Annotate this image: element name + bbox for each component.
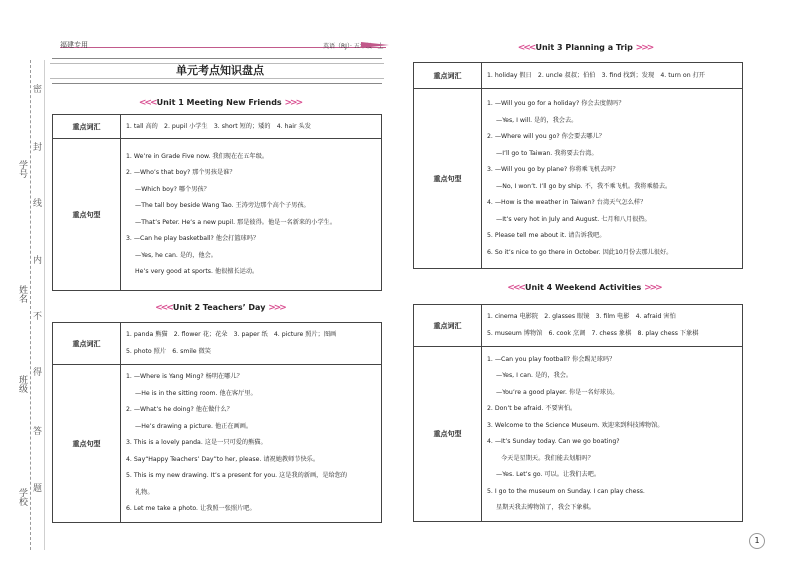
sentence-line: 今天是星期天。我们能去划船吗？ xyxy=(501,454,594,462)
sentence-line: 2. Don’t be afraid. 不要害怕。 xyxy=(487,405,577,412)
sentence-line: —Yes, he can. 是的，他会。 xyxy=(135,251,217,259)
unit1-vocab: 1. tall 高的 2. pupil 小学生 3. short 短的；矮的 4. hair 头发 xyxy=(121,115,382,139)
unit4-sentences xyxy=(482,347,743,522)
page-title: 单元考点知识盘点 xyxy=(176,64,264,77)
sentence-line: —You’re a good player. 你是一名好球员。 xyxy=(496,388,619,396)
seal-char: 封 xyxy=(33,143,43,153)
unit2-vocab xyxy=(121,323,382,365)
sentence-line: —Yes, I will. 是的，我会去。 xyxy=(496,116,578,124)
unit3-title: Unit 3 Planning a Trip xyxy=(535,43,633,52)
field-name: 姓名 xyxy=(17,285,27,303)
sentence-line: 5. This is my new drawing. It’s a present for you. 这是我的新画，是给您的 xyxy=(126,472,348,480)
unit1-sentences xyxy=(121,139,382,291)
left-arrows-icon: <<< xyxy=(155,303,173,313)
sentence-line: 4. —How is the weather in Taiwan? 台湾天气怎么样？ xyxy=(487,199,647,206)
seal-char: 不 xyxy=(33,312,43,322)
sentence-line: 2. —What’s he doing? 他在做什么？ xyxy=(126,406,233,414)
sentence-line: 3. Welcome to the Science Museum. 欢迎来到科技博物馆。 xyxy=(487,421,664,429)
left-arrows-icon: <<< xyxy=(517,43,536,53)
header-label: 福建专用 xyxy=(60,41,88,49)
right-arrows-icon: >>> xyxy=(635,43,653,53)
seal-char: 密 xyxy=(33,85,43,95)
seal-char: 答 xyxy=(33,427,43,437)
seal-char: 题 xyxy=(33,484,43,494)
unit2-sentence-label: 重点句型 xyxy=(53,365,121,523)
vocab-line: 5. museum 博物馆 6. cook 烹调 7. chess 象棋 8. play chess 下象棋 xyxy=(487,329,699,337)
seal-char: 线 xyxy=(33,199,43,209)
sentence-line: 3. This is a lovely panda. 这是一只可爱的熊猫。 xyxy=(126,439,267,447)
unit4-sentence-label: 重点句型 xyxy=(414,347,482,522)
unit4-heading xyxy=(484,283,684,293)
seal-char: 内 xyxy=(33,256,43,266)
unit2-sentences xyxy=(121,365,382,523)
sentence-line: —He is in the sitting room. 他在客厅里。 xyxy=(135,389,257,397)
unit1-vocab-label: 重点词汇 xyxy=(53,115,121,139)
left-arrows-icon: <<< xyxy=(507,283,526,293)
sentence-line: 1. —Can you play football? 你会踢足球吗？ xyxy=(487,355,616,363)
right-arrows-icon: >>> xyxy=(644,283,661,293)
unit2-heading xyxy=(130,303,310,313)
right-arrows-icon: >>> xyxy=(284,98,302,108)
right-arrows-icon: >>> xyxy=(268,303,285,313)
binding-line xyxy=(30,60,31,550)
sentence-line: 1. —Will you go for a holiday? 你会去度假吗？ xyxy=(487,100,625,107)
unit3-table xyxy=(413,62,743,269)
sentence-line: —It’s very hot in July and August. 七月和八月很热。 xyxy=(496,215,651,223)
vocab-line: 1. cinema 电影院 2. glasses 眼镜 3. film 电影 4. afraid 害怕 xyxy=(487,313,676,320)
sentence-line: 4. Say“Happy Teachers’ Day”to her, please. 请祝她教师节快乐。 xyxy=(126,455,320,463)
sentence-line: 2. —Who’s that boy? 那个男孩是谁？ xyxy=(126,169,236,176)
sentence-line: 1. We’re in Grade Five now. 我们现在在五年级。 xyxy=(126,152,269,160)
sentence-line: 5. I go to the museum on Sunday. I can play chess. xyxy=(487,487,645,495)
sentence-line: —The tall boy beside Wang Tao. 王涛旁边那个高个子男孩。 xyxy=(135,202,310,209)
sentence-line: He’s very good at sports. 他很擅长运动。 xyxy=(135,268,259,275)
unit3-vocab-label: 重点词汇 xyxy=(414,63,482,89)
sentence-line: 3. —Will you go by plane? 你将乘飞机去吗？ xyxy=(487,166,619,173)
unit4-vocab xyxy=(482,305,743,347)
sentence-line: —Yes. Let’s go. 可以。让我们去吧。 xyxy=(496,471,601,478)
vocab-line: 5. photo 照片 6. smile 微笑 xyxy=(126,347,211,355)
sentence-line: —I’ll go to Taiwan. 我将要去台湾。 xyxy=(496,149,598,157)
sentence-line: —That’s Peter. He’s a new pupil. 那是彼得。他是一名新来的小学生。 xyxy=(135,218,337,226)
sentence-line: 3. —Can he play basketball? 他会打篮球吗？ xyxy=(126,235,260,242)
sentence-line: 5. Please tell me about it. 请告诉我吧。 xyxy=(487,232,606,239)
sentence-line: —He’s drawing a picture. 他正在画画。 xyxy=(135,422,253,430)
unit1-title: Unit 1 Meeting New Friends xyxy=(156,98,282,107)
unit1-sentence-label: 重点句型 xyxy=(53,139,121,291)
page-number: 1 xyxy=(749,533,765,549)
sentence-line: —Yes, I can. 是的，我会。 xyxy=(496,372,573,379)
unit3-sentences xyxy=(482,89,743,269)
unit1-table xyxy=(52,114,382,291)
sentence-line: —Which boy? 哪个男孩？ xyxy=(135,185,210,193)
unit4-title: Unit 4 Weekend Activities xyxy=(525,283,642,292)
unit3-vocab: 1. holiday 假日 2. uncle 叔叔；伯伯 3. find 找到；发现 4. turn on 打开 xyxy=(482,63,743,89)
sentence-line: 6. Let me take a photo. 让我照一张照片吧。 xyxy=(126,505,256,513)
vocab-line: 1. panda 熊猫 2. flower 花；花朵 3. paper 纸 4. picture 照片；图画 xyxy=(126,331,337,338)
sentence-line: 礼物。 xyxy=(135,488,154,496)
header-book: 英语（RJ）· 五年级 · 上 xyxy=(323,43,384,50)
header-triangle xyxy=(361,42,389,48)
unit2-table xyxy=(52,322,382,523)
unit3-sentence-label: 重点句型 xyxy=(414,89,482,269)
field-class: 班级 xyxy=(17,375,27,393)
field-student-number: 学号 xyxy=(17,160,27,178)
sentence-line: 1. —Where is Yang Ming? 杨明在哪儿？ xyxy=(126,373,243,381)
left-arrows-icon: <<< xyxy=(138,98,157,108)
sentence-line: 4. —It’s Sunday today. Can we go boating? xyxy=(487,438,620,445)
unit2-vocab-label: 重点词汇 xyxy=(53,323,121,365)
sentence-line: 6. So it’s nice to go there in October. 因此10月份去那儿很好。 xyxy=(487,248,673,256)
unit4-vocab-label: 重点词汇 xyxy=(414,305,482,347)
unit3-heading xyxy=(490,43,680,53)
binding-line-inner xyxy=(44,60,45,550)
unit4-table xyxy=(413,304,743,522)
sentence-line: 星期天我去博物馆了，我会下象棋。 xyxy=(496,504,595,511)
unit1-heading xyxy=(130,98,310,108)
field-school: 学校 xyxy=(17,488,27,506)
seal-char: 得 xyxy=(33,368,43,378)
unit2-title: Unit 2 Teachers’ Day xyxy=(172,303,266,312)
sentence-line: —No, I won’t. I’ll go by ship. 不，我不乘飞机。我将乘船去。 xyxy=(496,182,672,190)
sentence-line: 2. —Where will you go? 你会要去哪儿？ xyxy=(487,133,605,140)
